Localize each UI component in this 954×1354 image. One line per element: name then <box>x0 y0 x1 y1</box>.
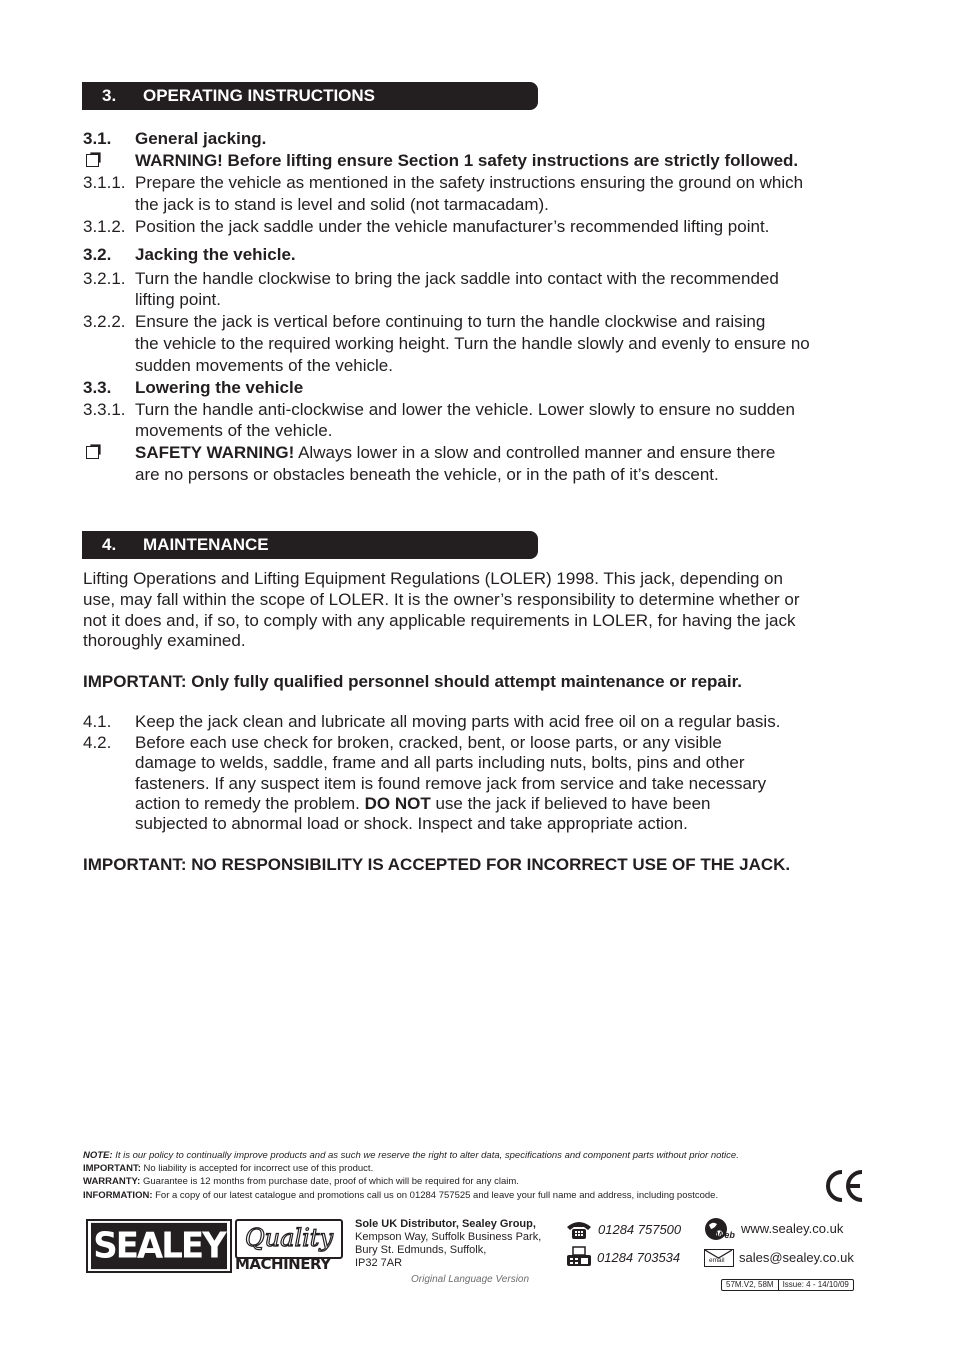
address-line-4: IP32 7AR <box>355 1257 403 1269</box>
website-link[interactable]: www.sealey.co.uk <box>741 1221 844 1236</box>
section-title: MAINTENANCE <box>143 535 269 554</box>
section-number: 3. <box>102 86 117 105</box>
section-4-header <box>82 531 538 559</box>
logo-brand: SEALEY <box>91 1223 227 1269</box>
email-envelope-icon <box>704 1249 734 1267</box>
issue-box <box>721 1279 854 1291</box>
fax-number[interactable]: 01284 703534 <box>597 1250 681 1265</box>
footer-important: IMPORTANT: No liability is accepted for incorrect use of this product. <box>83 1163 374 1174</box>
address-line-2: Kempson Way, Suffolk Business Park, <box>355 1231 542 1243</box>
logo-machinery: MACHINERY <box>235 1255 331 1273</box>
loler-line-4: thoroughly examined. <box>83 631 246 650</box>
address-line-3: Bury St. Edmunds, Suffolk, <box>355 1244 487 1256</box>
section-number: 4. <box>102 535 117 554</box>
web-icon-label: Web <box>716 1230 735 1240</box>
footer-note: NOTE: It is our policy to continually improve products and as such we reserve the right to alter data, specifications and component parts without prior notice. <box>83 1150 739 1161</box>
checkbox-icon <box>86 446 99 459</box>
checkbox-icon <box>86 154 99 167</box>
loler-line-2: use, may fall within the scope of LOLER. It is the owner’s responsibility to determine whether or <box>83 590 800 609</box>
model-number: 57M.V2, 58M <box>726 1280 774 1289</box>
logo-quality: Quality <box>235 1219 343 1259</box>
footer-information: INFORMATION: For a copy of our latest catalogue and promotions call us on 01284 757525 and leave your full name and address, including postcode. <box>83 1190 719 1201</box>
sealey-logo <box>86 1219 232 1273</box>
quality-machinery-logo <box>235 1219 341 1273</box>
footer-warranty: WARRANTY: Guarantee is 12 months from purchase date, proof of which will be required for any claim. <box>83 1176 519 1187</box>
loler-line-1: Lifting Operations and Lifting Equipment Regulations (LOLER) 1998. This jack, depending on <box>83 569 783 588</box>
important-no-responsibility: IMPORTANT: NO RESPONSIBILITY IS ACCEPTED FOR INCORRECT USE OF THE JACK. <box>83 855 791 874</box>
issue-date: Issue: 4 - 14/10/09 <box>778 1280 853 1290</box>
ce-mark-icon <box>824 1168 866 1204</box>
section-3-header <box>82 82 538 110</box>
web-globe-icon <box>703 1217 737 1243</box>
address-line-1: Sole UK Distributor, Sealey Group, <box>355 1218 536 1230</box>
important-notice: IMPORTANT: Only fully qualified personnel should attempt maintenance or repair. <box>83 672 742 691</box>
section-title: OPERATING INSTRUCTIONS <box>143 86 376 105</box>
loler-line-3: not it does and, if so, to comply with any applicable requirements in LOLER, for having the jack <box>83 611 796 630</box>
original-language-label: Original Language Version <box>411 1274 530 1285</box>
phone-icon <box>565 1219 593 1246</box>
fax-icon <box>565 1246 593 1273</box>
email-link[interactable]: sales@sealey.co.uk <box>739 1250 854 1265</box>
email-icon-label: email <box>709 1257 725 1264</box>
phone-number[interactable]: 01284 757500 <box>598 1222 682 1237</box>
